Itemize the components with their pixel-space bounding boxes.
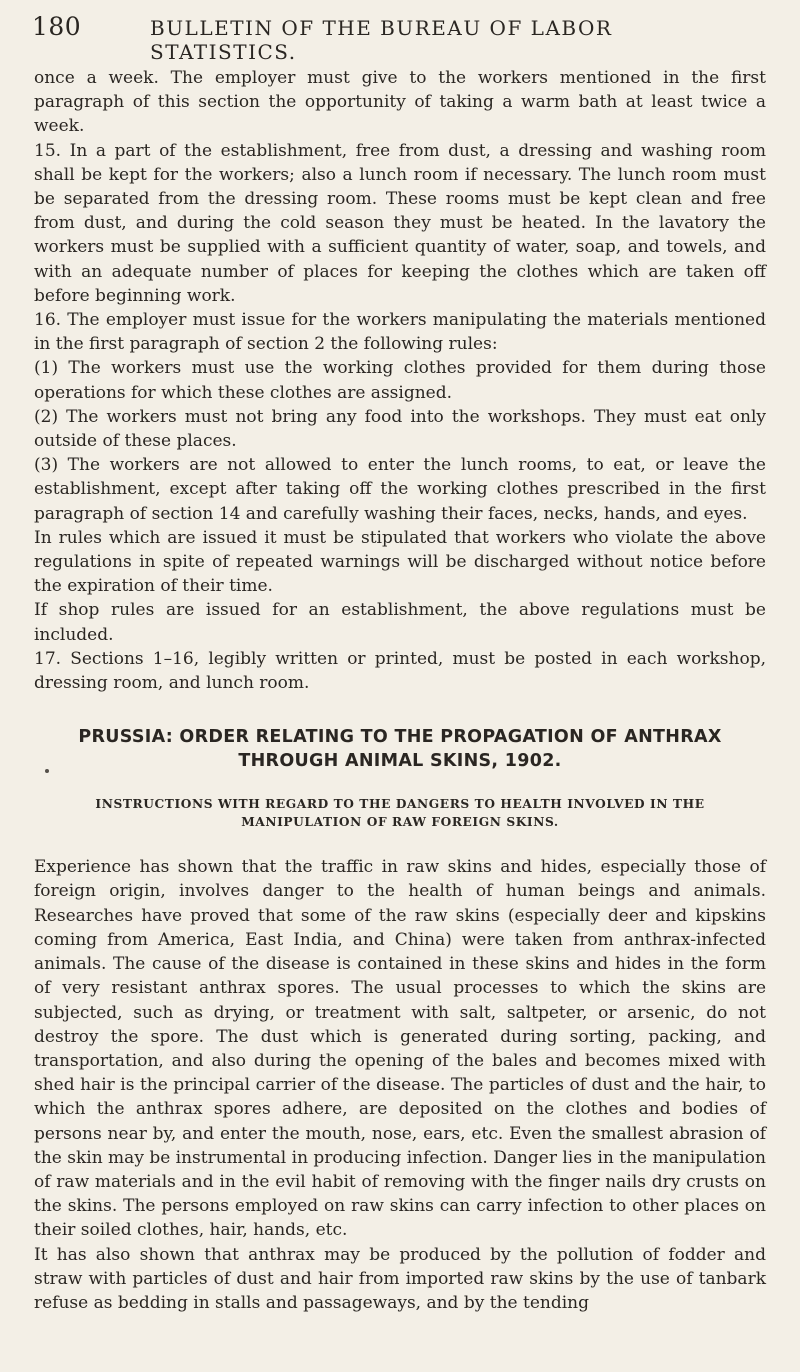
paragraph-section-16: 16. The employer must issue for the workers manipulating the materials mentioned in the first paragraph of section 2 the following rules: (34, 310, 766, 355)
paragraph: Experience has shown that the traffic in raw skins and hides, especially those of foreign origin, involves danger to the health of human beings and animals. Researches have proved that some of the raw skins (especially deer and kipskins coming from America, East India, and China) were taken from anthrax-infected animals. The cause of the disease is contained in these skins and hides in the form of very resistant anthrax spores. The usual processes to which the skins are subjected, such as drying, or treatment with salt, saltpeter, or arsenic, do not destroy the spore. The dust which is generated during sorting, packing, and transportation, and also during the opening of the bales and becomes mixed with shed hair is the principal carrier of the disease. The particles of dust and the hair, to which the anthrax spores adhere, are deposited on the clothes and bodies of persons near by, and enter the mouth, nose, ears, etc. Even the smallest abrasion of the skin may be instrumental in producing infection. Danger lies in the manipulation of raw materials and in the evil habit of removing with the finger nails dry crusts on the skins. The persons employed on raw skins can carry infection to other places on their soiled clothes, hair, hands, etc. (34, 857, 766, 1241)
rule-item-1: (1) The workers must use the working clothes provided for them during those operations for which these clothes are assigned. (34, 358, 766, 403)
running-header (32, 12, 766, 64)
section-title: PRUSSIA: ORDER RELATING TO THE PROPAGATION OF ANTHRAX THROUGH ANIMAL SKINS, 1902. (78, 727, 722, 772)
body-text-upper (34, 66, 766, 695)
rule-item-3: (3) The workers are not allowed to enter the lunch rooms, to eat, or leave the establishment, except after taking off the working clothes prescribed in the first paragraph of section 14 and carefully washing their faces, necks, hands, and eyes. (34, 455, 766, 524)
rule-item-2: (2) The workers must not bring any food into the workshops. They must eat only outside of these places. (34, 406, 766, 452)
paragraph: If shop rules are issued for an establishment, the above regulations must be included. (34, 600, 766, 645)
subsection-title: INSTRUCTIONS WITH REGARD TO THE DANGERS TO HEALTH INVOLVED IN THE MANIPULATION OF RAW FOREIGN SKINS. (95, 797, 705, 830)
body-text-lower (34, 855, 766, 1315)
paragraph: In rules which are issued it must be stipulated that workers who violate the above regulations in spite of repeated warnings will be discharged without notice before the expiration of their time. (34, 527, 766, 597)
paragraph: It has also shown that anthrax may be produced by the pollution of fodder and straw with particles of dust and hair from imported raw skins by the use of tanbark refuse as bedding in stalls and passageways, and by the tending (34, 1244, 766, 1313)
paragraph-section-15: 15. In a part of the establishment, free from dust, a dressing and washing room shall be kept for the workers; also a lunch room if necessary. The lunch room must be separated from the dressing room. These rooms must be kept clean and free from dust, and during the cold season they must be heated. In the lavatory the workers must be supplied with a sufficient quantity of water, soap, and towels, and with an adequate number of places for keeping the clothes which are taken off before beginning work. (34, 140, 766, 306)
paragraph: once a week. The employer must give to the workers mentioned in the first paragraph of this section the opportunity of taking a warm bath at least twice a week. (34, 68, 766, 137)
printing-speck (45, 769, 49, 773)
running-title: BULLETIN OF THE BUREAU OF LABOR STATISTICS. (150, 16, 613, 64)
paragraph-section-17: 17. Sections 1–16, legibly written or printed, must be posted in each workshop, dressing room, and lunch room. (34, 648, 766, 694)
page-number: 180 (32, 12, 82, 41)
